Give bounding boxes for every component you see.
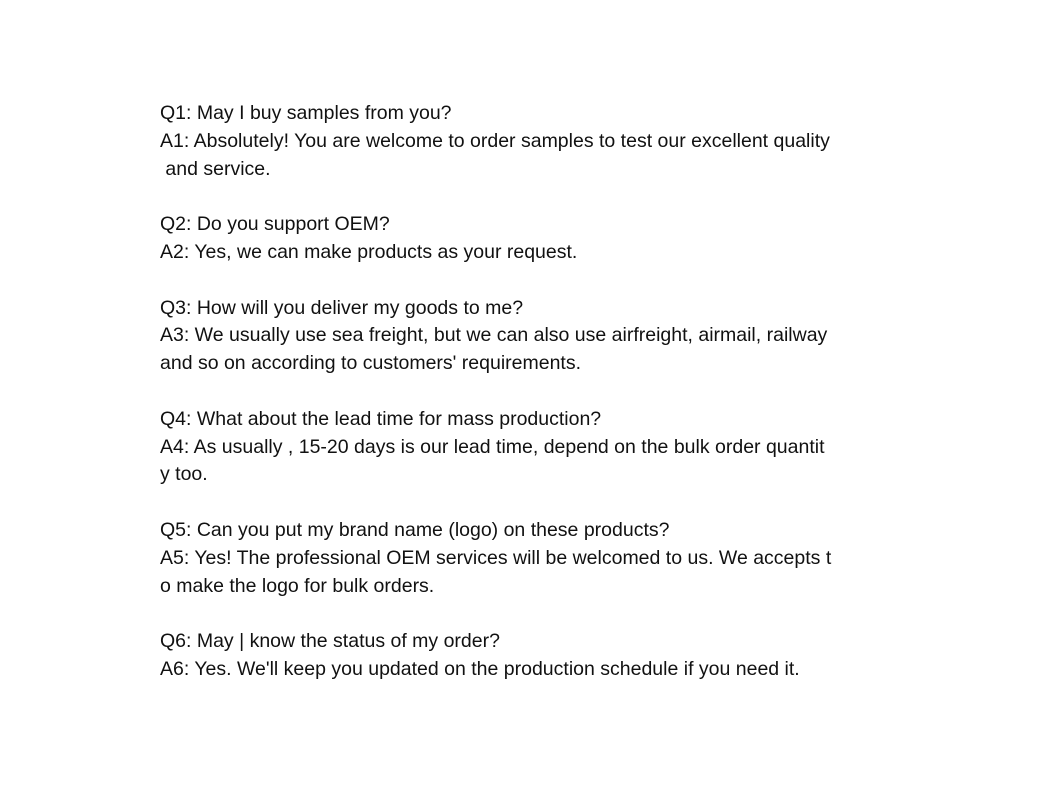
faq-item-4 [160, 406, 920, 489]
faq-item-3 [160, 295, 920, 378]
faq-answer-line: A2: Yes, we can make products as your request. [160, 240, 578, 263]
faq-answer-line: A4: As usually , 15-20 days is our lead time, depend on the bulk order quantit [160, 435, 825, 458]
faq-item-2 [160, 211, 920, 267]
faq-answer-line: y too. [160, 463, 208, 486]
faq-question: Q2: Do you support OEM? [160, 213, 390, 236]
faq-document [160, 100, 920, 712]
faq-item-5 [160, 517, 920, 600]
faq-answer-line: A5: Yes! The professional OEM services will be welcomed to us. We accepts t [160, 546, 832, 569]
faq-answer-line: A6: Yes. We'll keep you updated on the production schedule if you need it. [160, 657, 800, 680]
faq-question: Q5: Can you put my brand name (logo) on these products? [160, 518, 670, 541]
faq-question: Q3: How will you deliver my goods to me? [160, 296, 524, 319]
faq-question: Q4: What about the lead time for mass production? [160, 407, 602, 430]
faq-answer-line: and service. [160, 157, 271, 180]
faq-answer-line: A3: We usually use sea freight, but we can also use airfreight, airmail, railway [160, 324, 828, 347]
faq-answer-line: A1: Absolutely! You are welcome to order samples to test our excellent quality [160, 129, 830, 152]
faq-answer-line: o make the logo for bulk orders. [160, 574, 435, 597]
faq-answer-line: and so on according to customers' requirements. [160, 352, 582, 375]
faq-item-6 [160, 628, 920, 684]
faq-item-1 [160, 100, 920, 183]
faq-question: Q1: May I buy samples from you? [160, 102, 452, 124]
faq-question: Q6: May | know the status of my order? [160, 630, 500, 653]
